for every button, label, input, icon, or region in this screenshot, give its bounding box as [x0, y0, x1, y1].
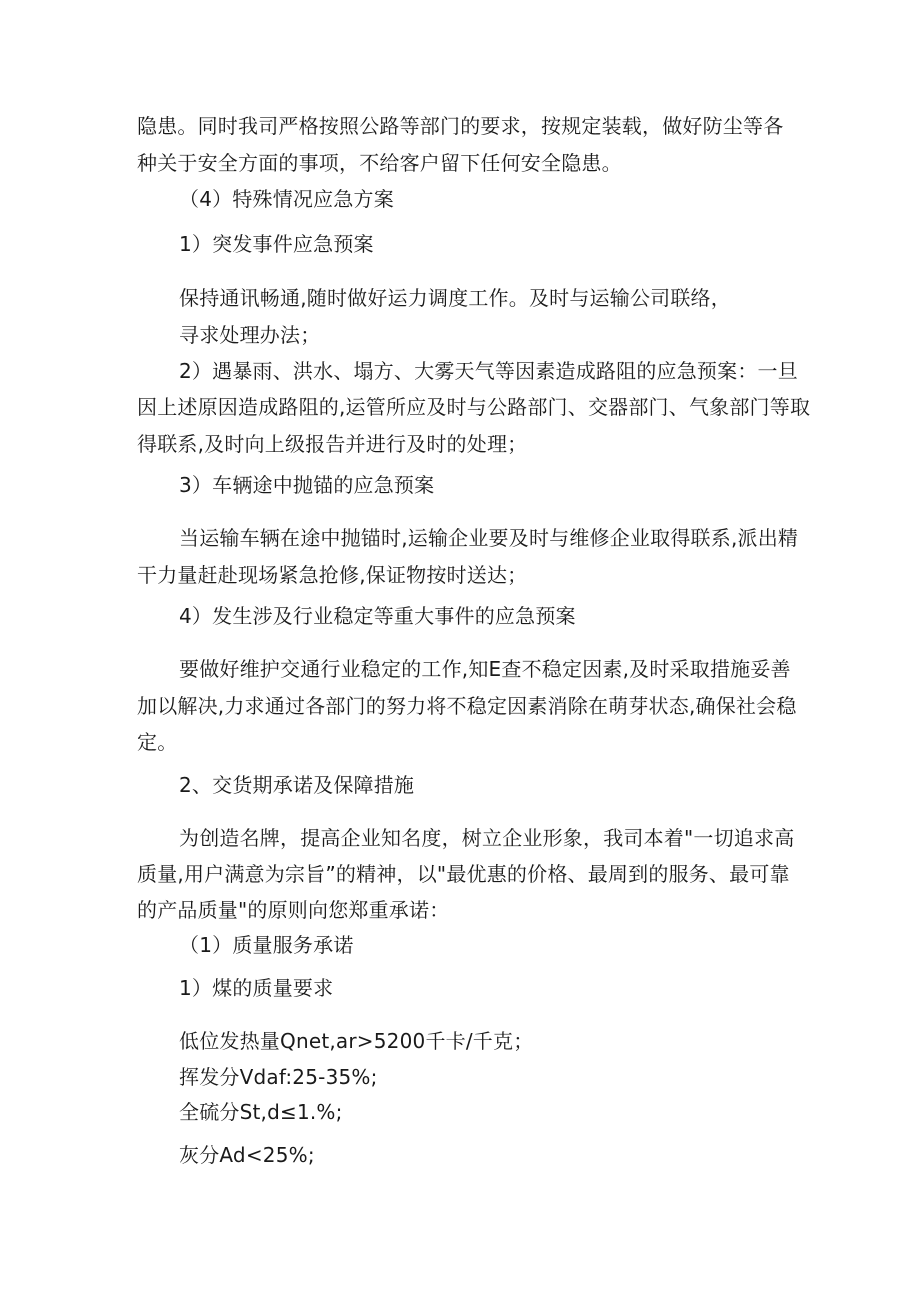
spec-line: 全硫分St,d≤1.%; — [179, 1100, 343, 1124]
spec-line: 挥发分Vdaf:25-35%; — [179, 1065, 378, 1089]
subsection-heading: 1）突发事件应急预案 — [179, 232, 374, 256]
paragraph-line: 定。 — [137, 730, 178, 754]
paragraph-line: 加以解决,力求通过各部门的努力将不稳定因素消除在萌芽状态,确保社会稳 — [137, 694, 797, 718]
subsection-heading: 2）遇暴雨、洪水、塌方、大雾天气等因素造成路阻的应急预案：一旦 — [179, 359, 798, 383]
paragraph-line: 质量,用户满意为宗旨”的精神，以"最优惠的价格、最周到的服务、最可靠 — [137, 862, 790, 886]
section-heading: 2、交货期承诺及保障措施 — [179, 773, 415, 797]
paragraph-line: 寻求处理办法； — [179, 323, 321, 347]
spec-line: 低位发热量Qnet,ar>5200千卡/千克； — [179, 1029, 534, 1053]
paragraph-line: 干力量赶赴现场紧急抢修,保证物按时送达； — [137, 563, 528, 587]
paragraph-line: 因上述原因造成路阻的,运管所应及时与公路部门、交器部门、气象部门等取 — [137, 395, 811, 419]
section-heading: （1）质量服务承诺 — [179, 933, 354, 957]
subsection-heading: 3）车辆途中抛锚的应急预案 — [179, 473, 435, 497]
subsection-heading: 1）煤的质量要求 — [179, 976, 334, 1000]
paragraph-line: 为创造名牌，提高企业知名度，树立企业形象，我司本着"一切追求高 — [179, 826, 795, 850]
subsection-heading: 4）发生涉及行业稳定等重大事件的应急预案 — [179, 604, 576, 628]
spec-line: 灰分Ad<25%; — [179, 1143, 315, 1167]
paragraph-line: 要做好维护交通行业稳定的工作,知E查不稳定因素,及时采取措施妥善 — [179, 657, 791, 681]
paragraph-line: 隐患。同时我司严格按照公路等部门的要求，按规定装载，做好防尘等各 — [137, 114, 784, 138]
paragraph-line: 得联系,及时向上级报告并进行及时的处理； — [137, 432, 528, 456]
paragraph-line: 的产品质量"的原则向您郑重承诺： — [137, 898, 450, 922]
paragraph-line: 种关于安全方面的事项，不给客户留下任何安全隐患。 — [137, 151, 622, 175]
paragraph-line: 保持通讯畅通,随时做好运力调度工作。及时与运输公司联络， — [179, 286, 731, 310]
section-heading: （4）特殊情况应急方案 — [179, 187, 394, 211]
paragraph-line: 当运输车辆在途中抛锚时,运输企业要及时与维修企业取得联系,派出精 — [179, 526, 799, 550]
